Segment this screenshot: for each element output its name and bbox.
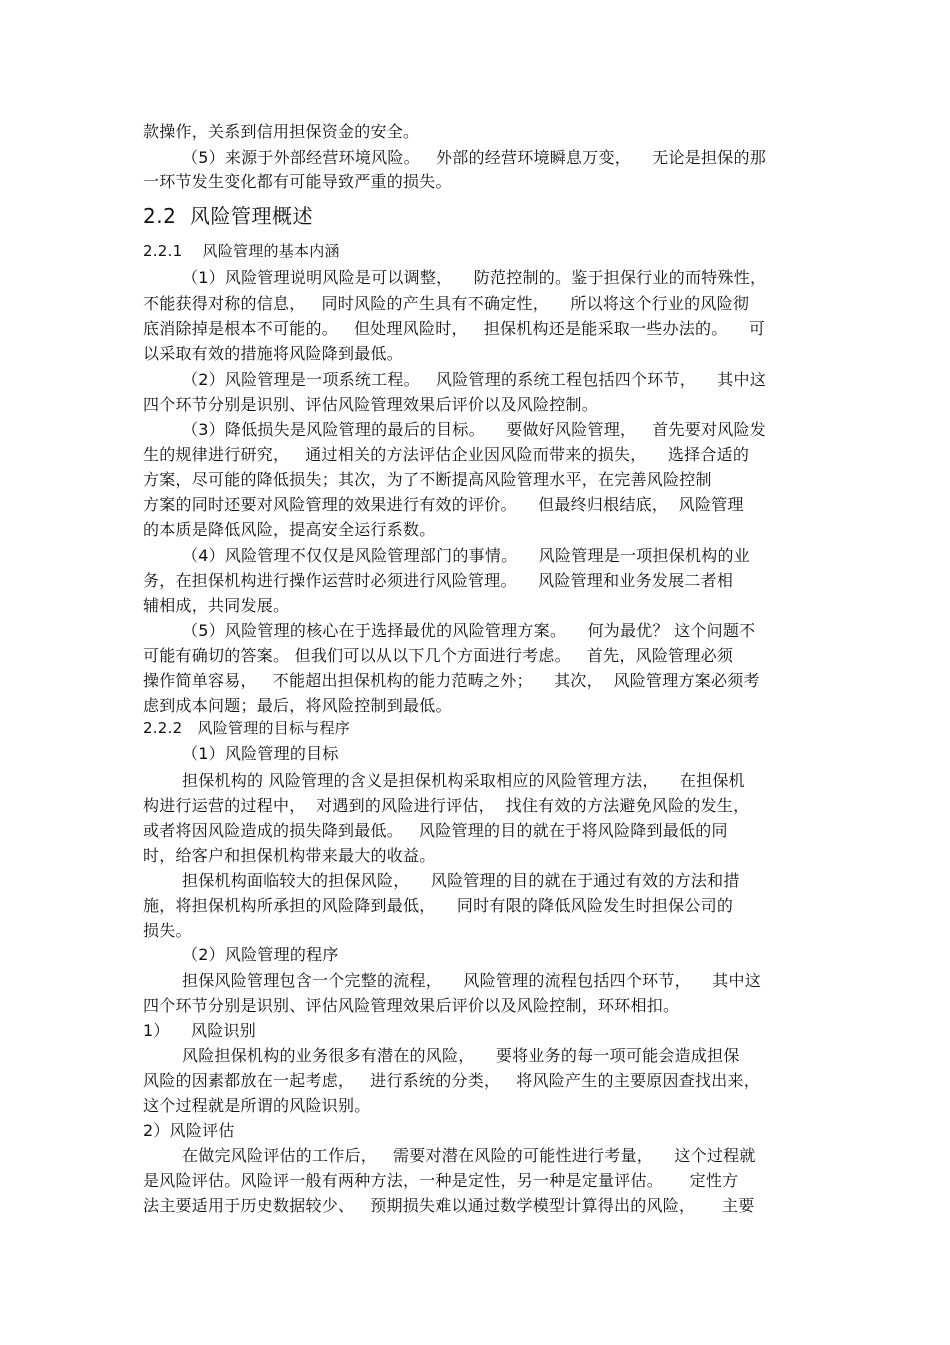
text-line: 在做完风险评估的工作后， 需要对潜在风险的可能性进行考量， 这个过程就 [182,1146,756,1165]
text-line: 款操作，关系到信用担保资金的安全。 [143,122,420,141]
text-line: （1）风险管理的目标 [182,744,339,763]
text-line: 的本质是降低风险，提高安全运行系数。 [143,520,436,539]
text-line: （4）风险管理不仅仅是风险管理部门的事情。 风险管理是一项担保机构的业 [182,546,751,565]
text-line: 操作简单容易， 不能超出担保机构的能力范畴之外； 其次， 风险管理方案必须考 [143,671,760,690]
subsection-heading: 2.2.2 风险管理的目标与程序 [143,719,350,737]
text-line: 风险担保机构的业务很多有潜在的风险， 要将业务的每一项可能会造成担保 [182,1046,740,1065]
text-line: 以采取有效的措施将风险降到最低。 [143,344,404,363]
text-line: 方案，尽可能的降低损失；其次，为了不断提高风险管理水平，在完善风险控制 [143,470,712,489]
text-line: （2）风险管理的程序 [182,945,339,964]
text-line: 施，将担保机构所承担的风险降到最低， 同时有限的降低风险发生时担保公司的 [143,896,734,915]
text-line: 或者将因风险造成的损失降到最低。 风险管理的目的就在于将风险降到最低的同 [143,821,728,840]
text-line: 风险的因素都放在一起考虑， 进行系统的分类， 将风险产生的主要原因查找出来， [143,1071,761,1090]
text-line: 可能有确切的答案。 但我们可以从以下几个方面进行考虑。 首先，风险管理必须 [143,646,734,665]
text-line: 务，在担保机构进行操作运营时必须进行风险管理。 风险管理和业务发展二者相 [143,571,734,590]
text-line: 担保机构的 风险管理的含义是担保机构采取相应的风险管理方法， 在担保机 [182,771,745,790]
text-line: 2）风险评估 [143,1121,235,1140]
text-line: 辅相成，共同发展。 [143,596,290,615]
text-line: 四个环节分别是识别、评估风险管理效果后评价以及风险控制。 [143,395,599,414]
text-line: 时，给客户和担保机构带来最大的收益。 [143,846,436,865]
text-line: （5）来源于外部经营环境风险。 外部的经营环境瞬息万变， 无论是担保的那 [182,148,767,167]
text-line: 担保风险管理包含一个完整的流程， 风险管理的流程包括四个环节， 其中这 [182,971,761,990]
text-line: 方案的同时还要对风险管理的效果进行有效的评价。 但最终归根结底， 风险管理 [143,495,744,514]
text-line: 底消除掉是根本不可能的。 但处理风险时， 担保机构还是能采取一些办法的。 可 [143,319,766,338]
text-line: （2）风险管理是一项系统工程。 风险管理的系统工程包括四个环节， 其中这 [182,370,767,389]
text-line: （5）风险管理的核心在于选择最优的风险管理方案。 何为最优？ 这个问题不 [182,621,756,640]
text-line: （3）降低损失是风险管理的最后的目标。 要做好风险管理， 首先要对风险发 [182,420,767,439]
text-line: 四个环节分别是识别、评估风险管理效果后评价以及风险控制，环环相扣。 [143,996,680,1015]
text-line: 损失。 [143,921,192,940]
text-line: （1）风险管理说明风险是可以调整， 防范控制的。鉴于担保行业的而特殊性， [182,268,767,287]
section-heading: 2.2 风险管理概述 [143,204,314,228]
text-line: 这个过程就是所谓的风险识别。 [143,1096,371,1115]
text-line: 1） 风险识别 [143,1021,257,1040]
text-line: 一环节发生变化都有可能导致严重的损失。 [143,172,452,191]
text-line: 构进行运营的过程中， 对遇到的风险进行评估， 找住有效的方法避免风险的发生， [143,796,750,815]
text-line: 生的规律进行研究， 通过相关的方法评估企业因风险而带来的损失， 选择合适的 [143,445,750,464]
text-line: 担保机构面临较大的担保风险， 风险管理的目的就在于通过有效的方法和措 [182,871,740,890]
text-line: 法主要适用于历史数据较少、 预期损失难以通过数学模型计算得出的风险， 主要 [143,1196,755,1215]
subsection-heading: 2.2.1 风险管理的基本内涵 [143,242,340,260]
text-line: 是风险评估。风险评一般有两种方法，一种是定性，另一种是定量评估。 定性方 [143,1171,739,1190]
text-line: 虑到成本问题；最后，将风险控制到最低。 [143,696,452,715]
text-line: 不能获得对称的信息， 同时风险的产生具有不确定性， 所以将这个行业的风险彻 [143,294,750,313]
